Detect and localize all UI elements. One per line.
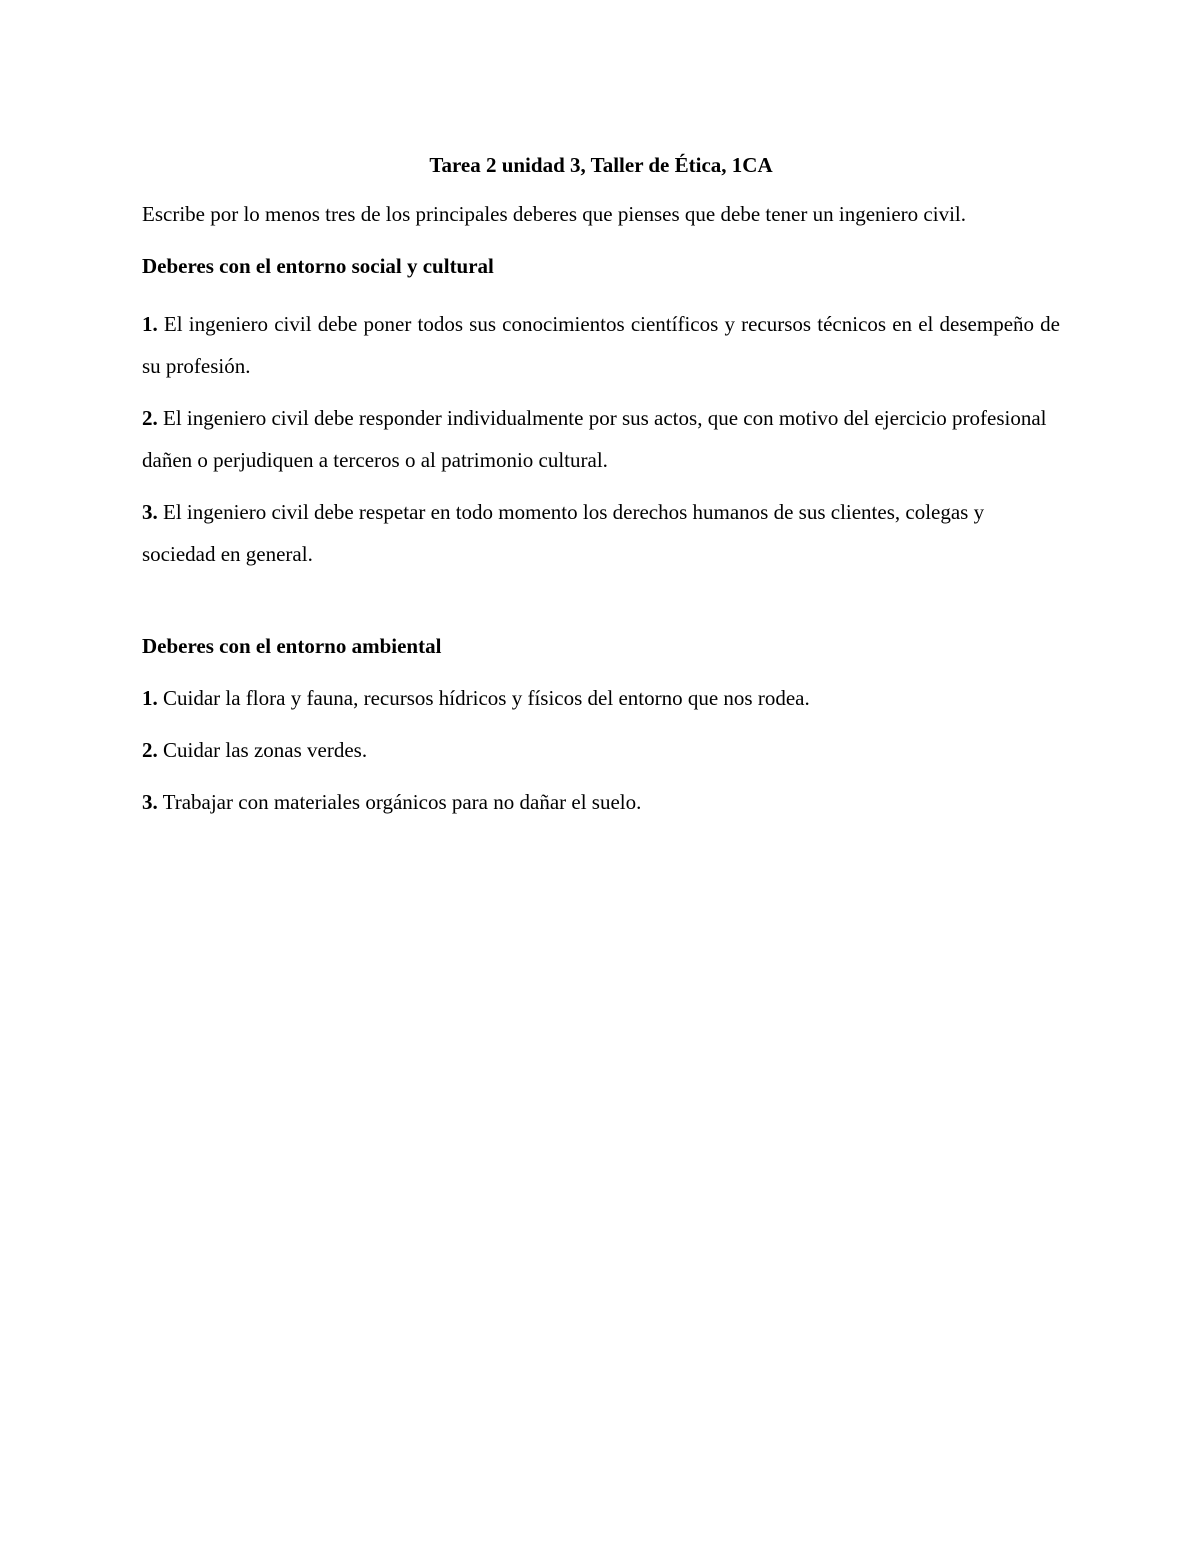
item-number: 3. [142, 790, 158, 814]
item-number: 1. [142, 686, 158, 710]
item-text: Trabajar con materiales orgánicos para no dañar el suelo. [157, 790, 642, 814]
list-item [142, 735, 1060, 765]
item-number: 2. [142, 738, 158, 762]
list-item [142, 787, 1060, 817]
document-page [142, 150, 1060, 839]
list-item [142, 491, 1060, 575]
item-text: Cuidar las zonas verdes. [157, 738, 368, 762]
item-text: El ingeniero civil debe responder individualmente por sus actos, que con motivo del ejercicio profesional dañen o perjudiquen a terceros o al patrimonio cultural. [142, 406, 1047, 472]
item-number: 3. [142, 500, 158, 524]
section-heading-environment: Deberes con el entorno ambiental [142, 634, 442, 658]
item-text: El ingeniero civil debe respetar en todo momento los derechos humanos de sus clientes, colegas y sociedad en general. [142, 500, 985, 566]
list-item [142, 397, 1060, 481]
item-number: 1. [142, 312, 158, 336]
document-title: Tarea 2 unidad 3, Taller de Ética, 1CA [429, 153, 773, 177]
list-item [142, 683, 1060, 713]
item-number: 2. [142, 406, 158, 430]
item-text: Cuidar la flora y fauna, recursos hídricos y físicos del entorno que nos rodea. [157, 686, 810, 710]
item-text: El ingeniero civil debe poner todos sus conocimientos científicos y recursos técnicos en el desempeño de su profesión. [142, 312, 1060, 378]
list-item [142, 303, 1060, 387]
intro-paragraph: Escribe por lo menos tres de los principales deberes que pienses que debe tener un ingeniero civil. [142, 202, 966, 226]
section-heading-social: Deberes con el entorno social y cultural [142, 254, 494, 278]
